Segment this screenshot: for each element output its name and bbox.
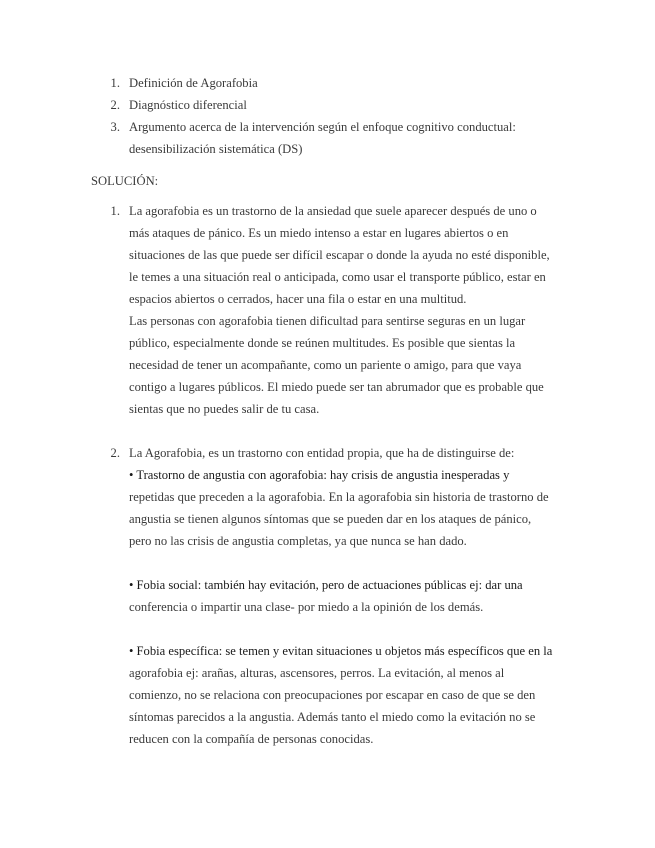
paragraph-line: angustia se tienen algunos síntomas que se pueden dar en los ataques de pánico, xyxy=(129,512,532,526)
paragraph-line: conferencia o impartir una clase- por miedo a la opinión de los demás. xyxy=(129,600,484,614)
paragraph-line: repetidas que preceden a la agorafobia. En la agorafobia sin historia de trastorno de xyxy=(129,490,549,504)
list-item-diagnosis: Diagnóstico diferencial xyxy=(129,98,247,112)
list-number: 3. xyxy=(110,120,120,134)
item-number: 2. xyxy=(110,446,120,460)
paragraph-line: Las personas con agorafobia tienen dificultad para sentirse seguras en un lugar xyxy=(129,314,526,328)
paragraph-line: reducen con la compañía de personas conocidas. xyxy=(129,732,374,746)
list-item-argument: Argumento acerca de la intervención según el enfoque cognitivo conductual: xyxy=(129,120,516,134)
paragraph-line: comienzo, no se relaciona con preocupaciones por escapar en caso de que se den xyxy=(129,688,536,702)
list-number: 1. xyxy=(110,76,120,90)
paragraph-line: agorafobia ej: arañas, alturas, ascensores, perros. La evitación, al menos al xyxy=(129,666,505,680)
paragraph-line: público, especialmente donde se reúnen multitudes. Es posible que sientas la xyxy=(129,336,516,350)
list-number: 2. xyxy=(110,98,120,112)
item2-intro: La Agorafobia, es un trastorno con entidad propia, que ha de distinguirse de: xyxy=(129,446,515,460)
paragraph-line: le temes a una situación real o anticipada, como usar el transporte público, estar en xyxy=(129,270,546,284)
paragraph-line: sientas que no puedes salir de tu casa. xyxy=(129,402,320,416)
paragraph-line: contigo a lugares públicos. El miedo puede ser tan abrumador que es probable que xyxy=(129,380,544,394)
item-number: 1. xyxy=(110,204,120,218)
bullet-social-phobia: • Fobia social: también hay evitación, pero de actuaciones públicas ej: dar una xyxy=(129,578,523,592)
list-item-argument-cont: desensibilización sistemática (DS) xyxy=(129,142,303,156)
paragraph-line: más ataques de pánico. Es un miedo intenso a estar en lugares abiertos o en xyxy=(129,226,509,240)
paragraph-line: pero no las crisis de angustia completas, ya que nunca se han dado. xyxy=(129,534,467,548)
solution-heading: SOLUCIÓN: xyxy=(91,174,159,188)
list-item-definition: Definición de Agorafobia xyxy=(129,76,258,90)
paragraph-line: espacios abiertos o cerrados, hacer una fila o estar en una multitud. xyxy=(129,292,467,306)
paragraph-line: La agorafobia es un trastorno de la ansiedad que suele aparecer después de uno o xyxy=(129,204,537,218)
paragraph-line: síntomas parecidos a la angustia. Además tanto el miedo como la evitación no se xyxy=(129,710,536,724)
paragraph-line: necesidad de tener un acompañante, como un pariente o amigo, para que vaya xyxy=(129,358,522,372)
bullet-panic-disorder: • Trastorno de angustia con agorafobia: hay crisis de angustia inesperadas y xyxy=(129,468,510,482)
bullet-specific-phobia: • Fobia específica: se temen y evitan situaciones u objetos más específicos que en la xyxy=(129,644,553,658)
paragraph-line: situaciones de las que puede ser difícil escapar o donde la ayuda no esté disponible, xyxy=(129,248,550,262)
